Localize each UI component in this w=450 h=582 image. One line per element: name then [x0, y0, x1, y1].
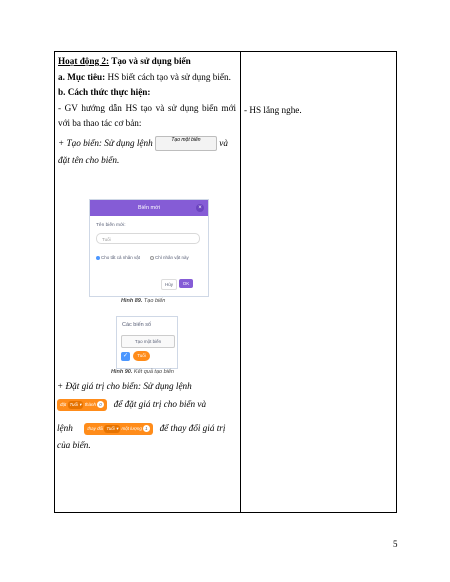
checkbox-checked-icon: ✓	[122, 353, 129, 359]
ok-button: OK	[179, 279, 193, 288]
column-divider	[240, 52, 241, 512]
objective: a. Mục tiêu: HS biết cách tạo và sử dụng biến.	[58, 71, 231, 82]
new-variable-dialog	[89, 199, 209, 297]
make-variable-palette-button: Tạo một biến	[121, 335, 175, 348]
student-column-text: - HS lắng nghe.	[244, 105, 302, 115]
intro-text: - GV hướng dẫn HS tạo và sử dụng biến mới với ba thao tác cơ bản:	[58, 102, 236, 129]
activity-heading: Hoạt động 2: Tạo và sử dụng biến	[58, 56, 191, 66]
close-icon: ×	[196, 204, 204, 212]
method-heading: b. Cách thức thực hiện:	[58, 87, 151, 98]
variables-title: Các biến số	[122, 322, 152, 328]
variables-palette	[116, 316, 178, 369]
figure-90-caption: Hình 90. Kết quả tạo biến	[111, 369, 174, 375]
step-set-variable: + Đặt giá trị cho biến: Sử dụng lệnh đặt Tuổi ▾ thành 0 để đặt giá trị cho biến và lệnh thay đổi Tuổi ▾ một lượng 1 để thay đổi giá trị của biến.	[57, 381, 226, 450]
figure-89-caption: Hình 89. Tạo biến	[121, 298, 166, 304]
teacher-column	[58, 54, 236, 169]
radio-this-sprite: Chỉ nhân vật này	[150, 255, 198, 261]
cancel-button: Hủy	[161, 279, 177, 290]
change-variable-block: thay đổi Tuổi ▾ một lượng 1	[84, 423, 152, 435]
variable-name-label: Tên biến mới:	[96, 223, 126, 228]
radio-all-sprites: Cho tất cả nhân vật	[96, 255, 148, 261]
variable-name-input: Tuổi	[96, 233, 200, 244]
radio-selected-icon	[96, 256, 100, 260]
dialog-title: Biến mới	[90, 200, 208, 216]
make-variable-button: Tạo một biến	[155, 136, 217, 151]
step-create-variable: + Tạo biến: Sử dụng lệnh Tạo một biến và đặt tên cho biến.	[58, 137, 228, 165]
radio-empty-icon	[150, 256, 154, 260]
set-variable-block: đặt Tuổi ▾ thành 0	[57, 399, 107, 411]
variable-reporter: Tuổi	[133, 351, 150, 361]
page-number: 5	[393, 539, 398, 549]
